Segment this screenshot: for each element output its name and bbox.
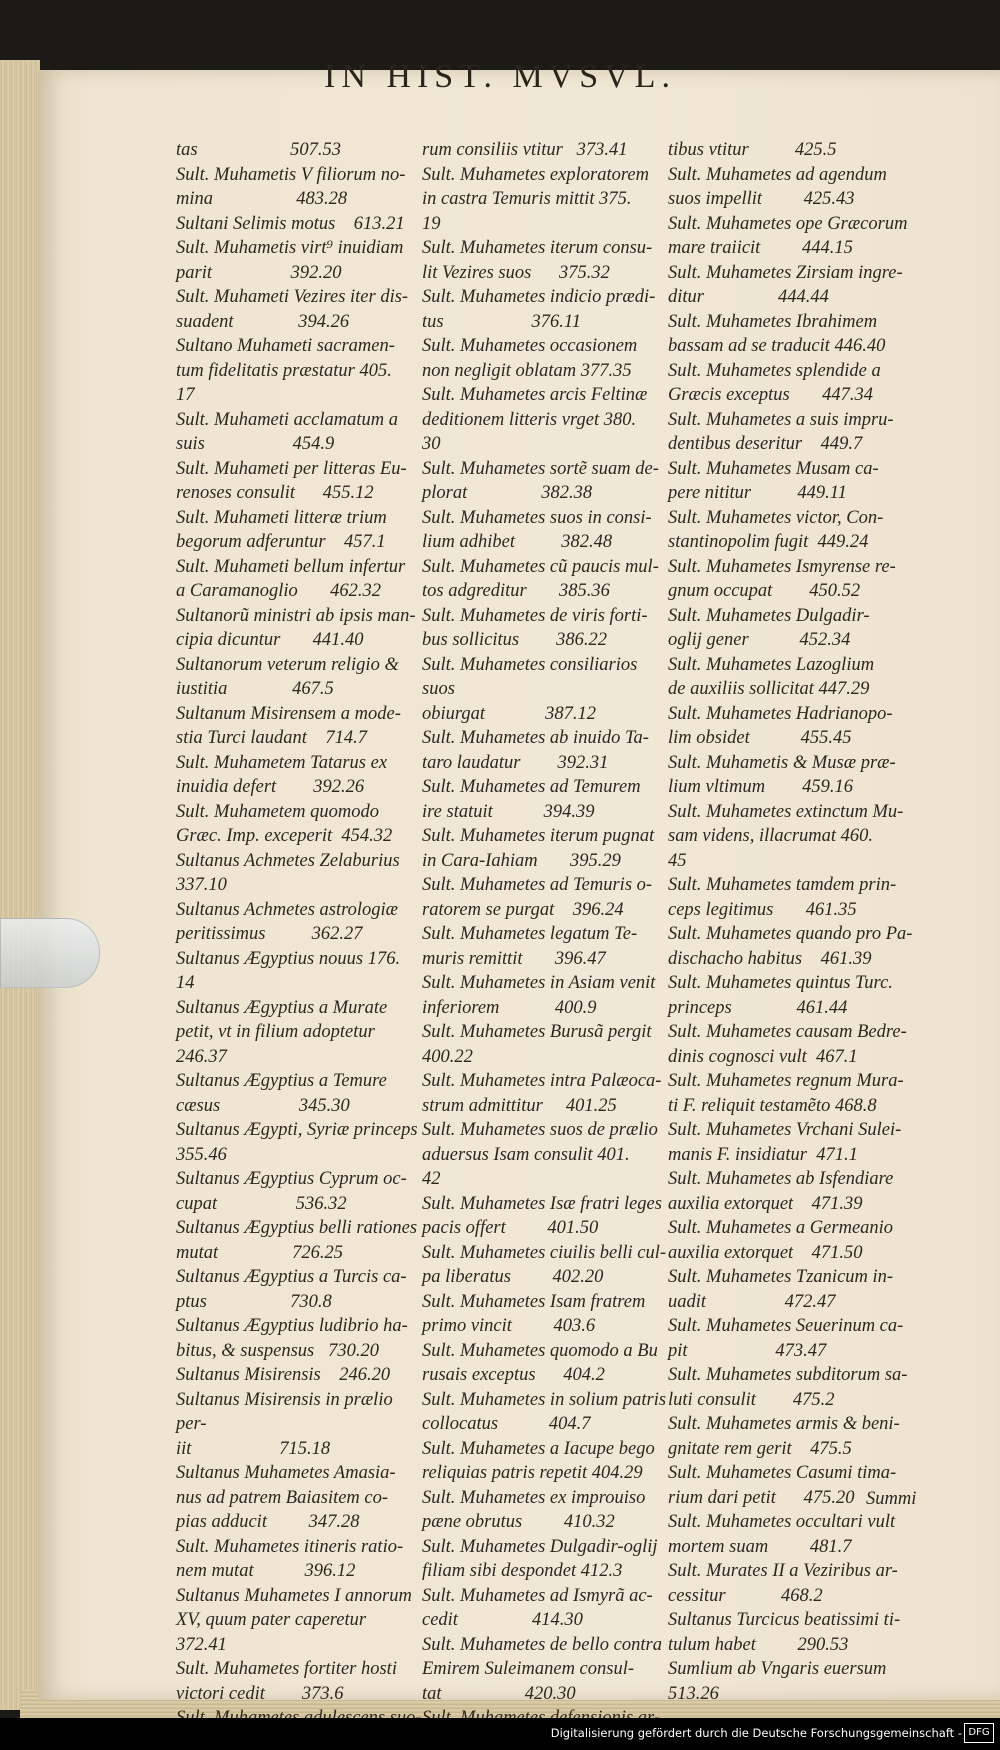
index-entry: Sult. Muhametes de viris forti- bus sollicitus 386.22	[422, 605, 648, 650]
index-entry: tibus vtitur 425.5	[668, 140, 837, 160]
index-entry: Sult. Muhametes victor, Con- stantinopolim fugit 449.24	[668, 507, 884, 552]
index-entry: Sultano Muhameti sacramen- tum fidelitatis præstatur 405. 17	[176, 336, 395, 405]
index-entry: Sultanus Turcicus beatissimi ti- tulum habet 290.53	[668, 1610, 901, 1655]
dfg-logo: DFG	[964, 1723, 994, 1743]
index-entry: Sult. Muhametes itineris ratio- nem mutat 396.12	[176, 1536, 404, 1581]
index-entry: rum consiliis vtitur 373.41	[422, 140, 628, 160]
index-entry: Sult. Muhametes iterum pugnat in Cara-Iahiam 395.29	[422, 826, 655, 871]
index-entry: Sult. Muhametes quando pro Pa- dischacho habitus 461.39	[668, 924, 913, 969]
index-entry: Sultanus Muhametes I annorum XV, quum pater caperetur 372.41	[176, 1585, 412, 1655]
index-entry: Sult. Muhametes legatum Te- muris remittit 396.47	[422, 924, 638, 969]
index-entry: Sult. Muhametes ad agendum suos impellit 425.43	[668, 164, 887, 209]
index-entry: Sult. Muhametis & Musæ præ- lium vltimum 459.16	[668, 752, 896, 797]
index-entry: Sultanus Ægyptius a Murate petit, vt in filium adoptetur 246.37	[176, 997, 388, 1067]
index-entry: Sult. Muhametes Zirsiam ingre- ditur 444.44	[668, 262, 903, 307]
index-entry: Sult. Muhametis virt⁹ inuidiam parit 392.20	[176, 238, 404, 283]
index-entry: Sult. Muhametes extinctum Mu- sam videns, illacrumat 460. 45	[668, 801, 904, 871]
index-entry: Sultanus Achmetes astrologiæ peritissimus 362.27	[176, 899, 398, 944]
index-entry: Sultanus Muhametes Amasia- nus ad patrem Baiasitem co- pias adducit 347.28	[176, 1463, 396, 1532]
index-entry: Sult. Muhametes Casumi tima- rium dari petit 475.20	[668, 1463, 897, 1508]
running-header: IN HIST. MVSVL.	[324, 58, 676, 95]
index-entry: Sultanus Ægyptius a Turcis ca- ptus 730.8	[176, 1267, 407, 1312]
index-entry: Sultanus Misirensis in prælio per- iit 715.18	[176, 1389, 393, 1459]
footer-credit: Digitalisierung gefördert durch die Deutsche Forschungsgemeinschaft -	[550, 1726, 962, 1740]
index-column-3	[668, 138, 933, 1706]
index-entry: Sult. Muhametes quomodo a Bu rusais exceptus 404.2	[422, 1340, 658, 1385]
index-entry: Sult. Muhameti litteræ trium begorum adferuntur 457.1	[176, 507, 387, 552]
index-entry: Sult. Muhametes ex improuiso pæne obrutus 410.32	[422, 1487, 646, 1532]
footer-bar	[0, 1718, 1000, 1750]
index-entry: Sult. Muhametes iterum consu- lit Vezires suos 375.32	[422, 238, 653, 283]
index-column-1	[176, 138, 426, 1731]
bookmark-tab	[0, 918, 100, 988]
index-entry: Sult. Muhametes in Asiam venit inferiorem 400.9	[422, 973, 656, 1018]
index-entry: Sult. Muhametes suos in consi- lium adhibet 382.48	[422, 507, 652, 552]
index-entry: Sult. Muhametes cũ paucis mul- tos adgreditur 385.36	[422, 556, 659, 601]
index-entry: Sult. Muhametem quomodo Græc. Imp. exceperit 454.32	[176, 801, 393, 846]
index-entry: Sult. Muhametes Isæ fratri leges pacis offert 401.50	[422, 1193, 662, 1238]
index-entry: Sult. Muhametes suos de prælio aduersus Isam consulit 401. 42	[422, 1120, 658, 1189]
index-entry: Sult. Muhametes Dulgadir- oglij gener 452.34	[668, 605, 870, 650]
index-entry: Sult. Muhametes ad Temuris o- ratorem se purgat 396.24	[422, 875, 653, 920]
index-entry: Sultanus Ægyptius belli rationes mutat 726.25	[176, 1218, 418, 1263]
index-entry: Sult. Muhametes Dulgadir-oglij filiam sibi despondet 412.3	[422, 1536, 658, 1581]
index-entry: Sult. Muhametes a Iacupe bego reliquias patris repetit 404.29	[422, 1438, 655, 1483]
index-entry: Sult. Muhametis V filiorum no- mina 483.28	[176, 164, 406, 209]
index-entry: Sult. Muhametes quintus Turc. princeps 461.44	[668, 973, 893, 1018]
index-entry: Sult. Muhametes in solium patris collocatus 404.7	[422, 1389, 667, 1434]
index-entry: Sultanus Ægypti, Syriæ princeps 355.46	[176, 1120, 418, 1165]
index-entry: Sultanus Ægyptius a Temure cæsus 345.30	[176, 1071, 387, 1116]
index-entry: Sult. Muhametes occultari vult mortem suam 481.7	[668, 1512, 896, 1557]
index-entry: Sult. Muhametes Vrchani Sulei- manis F. insidiatur 471.1	[668, 1120, 902, 1165]
index-entry: Sult. Muhametes arcis Feltinæ deditionem litteris vrget 380. 30	[422, 385, 648, 454]
index-entry: Sult. Muhametes de bello contra Emirem Suleimanem consul- tat 420.30	[422, 1634, 662, 1704]
index-entry: Sult. Muhametem Tatarus ex inuidia defert 392.26	[176, 752, 388, 797]
index-entry: Sult. Murates II a Veziribus ar- cessitur 468.2	[668, 1561, 898, 1606]
index-entry: Sult. Muhametes ab Isfendiare auxilia extorquet 471.39	[668, 1169, 894, 1214]
index-entry: tas 507.53	[176, 140, 341, 160]
index-entry: Sultanus Ægyptius Cyprum oc- cupat 536.32	[176, 1169, 407, 1214]
index-entry: Sult. Muhametes exploratorem in castra Temuris mittit 375. 19	[422, 164, 649, 234]
index-entry: Sult. Muhametes ad Ismyrã ac- cedit 414.30	[422, 1585, 653, 1630]
index-entry: Sult. Muhametes Isam fratrem primo vincit 403.6	[422, 1291, 646, 1336]
page-stack-edge	[0, 60, 40, 1710]
index-entry: Sult. Muhametes Musam ca- pere nititur 449.11	[668, 458, 879, 503]
index-entry: Sult. Muhametes Seuerinum ca- pit 473.47	[668, 1316, 904, 1361]
index-entry: Sult. Muhametes sortẽ suam de- plorat 382.38	[422, 458, 659, 503]
index-entry: Sult. Muhametes causam Bedre- dinis cognosci vult 467.1	[668, 1022, 907, 1067]
index-entry: Sult. Muhameti Vezires iter dis- suadent 394.26	[176, 287, 409, 332]
index-entry: Sult. Muhametes ab inuido Ta- taro laudatur 392.31	[422, 728, 649, 773]
index-entry: Sult. Muhametes tamdem prin- ceps legitimus 461.35	[668, 875, 897, 920]
index-entry: Sult. Muhameti acclamatum a suis 454.9	[176, 409, 398, 454]
catchword: Summi	[866, 1489, 917, 1509]
index-entry: Sult. Muhametes indicio prædi- tus 376.11	[422, 287, 656, 332]
index-entry: Sultanus Achmetes Zelaburius 337.10	[176, 850, 400, 895]
index-entry: Sult. Muhametes Ibrahimem bassam ad se traducit 446.40	[668, 311, 886, 356]
index-entry: Sultani Selimis motus 613.21	[176, 213, 405, 234]
index-entry: Sult. Muhameti per litteras Eu- renoses consulit 455.12	[176, 458, 407, 503]
index-entry: Sult. Muhametes ciuilis belli cul- pa liberatus 402.20	[422, 1242, 667, 1287]
index-entry: Sult. Muhametes ope Græcorum mare traiicit 444.15	[668, 213, 908, 258]
index-entry: Sultanus Misirensis 246.20	[176, 1365, 391, 1385]
index-entry: Sult. Muhametes Lazoglium de auxiliis sollicitat 447.29	[668, 654, 875, 699]
index-entry: Sult. Muhametes consiliarios suos obiurgat 387.12	[422, 654, 638, 724]
index-entry: Sult. Muhametes a suis impru- dentibus deseritur 449.7	[668, 409, 894, 454]
index-entry: Sultanorum veterum religio & iustitia 467.5	[176, 654, 399, 699]
index-entry: Sult. Muhametes splendide a Græcis exceptus 447.34	[668, 360, 881, 405]
index-entry: Sult. Muhametes regnum Mura- ti F. reliquit testamẽto 468.8	[668, 1071, 904, 1116]
index-entry: Sultanum Misirensem a mode- stia Turci laudant 714.7	[176, 703, 401, 748]
index-entry: Sult. Muhametes a Germeanio auxilia extorquet 471.50	[668, 1218, 894, 1263]
index-entry: Sult. Muhametes Hadrianopo- lim obsidet 455.45	[668, 703, 893, 748]
index-entry: Sult. Muhametes subditorum sa- luti consulit 475.2	[668, 1365, 908, 1410]
index-entry: Sult. Muhameti bellum infertur a Caramanoglio 462.32	[176, 556, 406, 601]
index-entry: Sultanus Ægyptius nouus 176. 14	[176, 948, 401, 993]
index-entry: Sult. Muhametes intra Palæoca- strum admittitur 401.25	[422, 1071, 662, 1116]
index-entry: Sultanus Ægyptius ludibrio ha- bitus, & suspensus 730.20	[176, 1316, 408, 1361]
index-entry: Sult. Muhametes Ismyrense re- gnum occupat 450.52	[668, 556, 896, 601]
index-entry: Sult. Muhametes fortiter hosti victori cedit 373.6	[176, 1659, 397, 1704]
index-entry: Sumlium ab Vngaris euersum 513.26	[668, 1659, 887, 1704]
index-entry: Sult. Muhametes ad Temurem ire statuit 394.39	[422, 777, 641, 822]
index-entry: Sult. Muhametes Tzanicum in- uadit 472.47	[668, 1267, 894, 1312]
index-entry: Sult. Muhametes armis & beni- gnitate rem gerit 475.5	[668, 1414, 900, 1459]
index-entry: Sult. Muhametes occasionem non negligit oblatam 377.35	[422, 336, 638, 381]
index-entry: Sult. Muhametes Burusã pergit 400.22	[422, 1022, 652, 1067]
index-column-2	[422, 138, 672, 1731]
index-entry: Sultanorũ ministri ab ipsis man- cipia dicuntur 441.40	[176, 605, 416, 650]
